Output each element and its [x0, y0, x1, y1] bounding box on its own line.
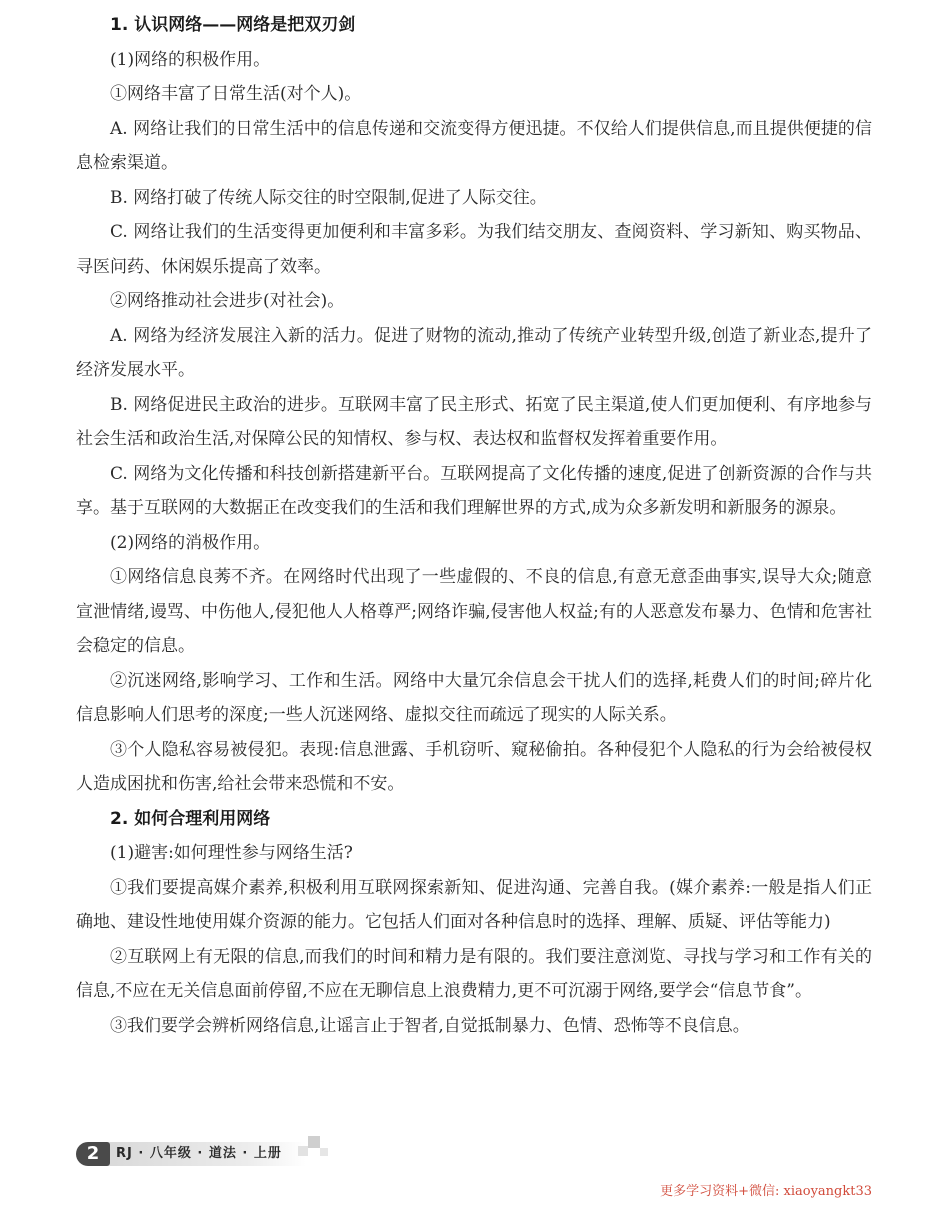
- footer-decor-square: [308, 1136, 320, 1148]
- paragraph: ②网络推动社会进步(对社会)。: [110, 291, 345, 311]
- paragraph: (2)网络的消极作用。: [110, 532, 271, 553]
- watermark-text: 更多学习资料+微信: xiaoyangkt33: [660, 1184, 872, 1199]
- section-heading: 2. 如何合理利用网络: [110, 808, 271, 829]
- page-number-badge: 2: [76, 1142, 110, 1166]
- section-heading: 1. 认识网络——网络是把双刃剑: [110, 15, 356, 35]
- book-label: RJ · 八年级 · 道法 · 上册: [116, 1146, 282, 1161]
- page-content: [76, 8, 872, 1043]
- paragraph: B. 网络促进民主政治的进步。互联网丰富了民主形式、拓宽了民主渠道,使人们更加便利、有序地参与社会生活和政治生活,对保障公民的知情权、参与权、表达权和监督权发挥着重要作用。: [76, 394, 872, 449]
- paragraph: C. 网络让我们的生活变得更加便利和丰富多彩。为我们结交朋友、查阅资料、学习新知、购买物品、寻医问药、休闲娱乐提高了效率。: [76, 222, 872, 277]
- paragraph: ③个人隐私容易被侵犯。表现:信息泄露、手机窃听、窥秘偷拍。各种侵犯个人隐私的行为会给被侵权人造成困扰和伤害,给社会带来恐慌和不安。: [76, 739, 872, 794]
- paragraph: (1)网络的积极作用。: [110, 49, 271, 70]
- paragraph: ③我们要学会辨析网络信息,让谣言止于智者,自觉抵制暴力、色情、恐怖等不良信息。: [110, 1015, 750, 1036]
- paragraph: A. 网络让我们的日常生活中的信息传递和交流变得方便迅捷。不仅给人们提供信息,而且提供便捷的信息检索渠道。: [76, 118, 872, 173]
- paragraph: ①网络丰富了日常生活(对个人)。: [110, 84, 362, 104]
- paragraph: (1)避害:如何理性参与网络生活?: [110, 843, 353, 863]
- paragraph: ②沉迷网络,影响学习、工作和生活。网络中大量冗余信息会干扰人们的选择,耗费人们的时间;碎片化信息影响人们思考的深度;一些人沉迷网络、虚拟交往而疏远了现实的人际关系。: [76, 670, 872, 725]
- paragraph: ①网络信息良莠不齐。在网络时代出现了一些虚假的、不良的信息,有意无意歪曲事实,误导大众;随意宣泄情绪,谩骂、中伤他人,侵犯他人人格尊严;网络诈骗,侵害他人权益;有的人恶意发布暴力、色情和危害社会稳定的信息。: [76, 567, 872, 656]
- paragraph: C. 网络为文化传播和科技创新搭建新平台。互联网提高了文化传播的速度,促进了创新资源的合作与共享。基于互联网的大数据正在改变我们的生活和我们理解世界的方式,成为众多新发明和新服务的源泉。: [76, 463, 872, 518]
- paragraph: ②互联网上有无限的信息,而我们的时间和精力是有限的。我们要注意浏览、寻找与学习和工作有关的信息,不应在无关信息面前停留,不应在无聊信息上浪费精力,更不可沉溺于网络,要学会“信息节食”。: [76, 946, 872, 1001]
- page-footer: [76, 1136, 326, 1172]
- footer-decor-square: [320, 1148, 328, 1156]
- footer-decor-square: [298, 1146, 308, 1156]
- paragraph: ①我们要提高媒介素养,积极利用互联网探索新知、促进沟通、完善自我。(媒介素养:一般是指人们正确地、建设性地使用媒介资源的能力。它包括人们面对各种信息时的选择、理解、质疑、评估等能力): [76, 877, 872, 932]
- paragraph: B. 网络打破了传统人际交往的时空限制,促进了人际交往。: [110, 187, 547, 208]
- paragraph: A. 网络为经济发展注入新的活力。促进了财物的流动,推动了传统产业转型升级,创造了新业态,提升了经济发展水平。: [76, 325, 872, 380]
